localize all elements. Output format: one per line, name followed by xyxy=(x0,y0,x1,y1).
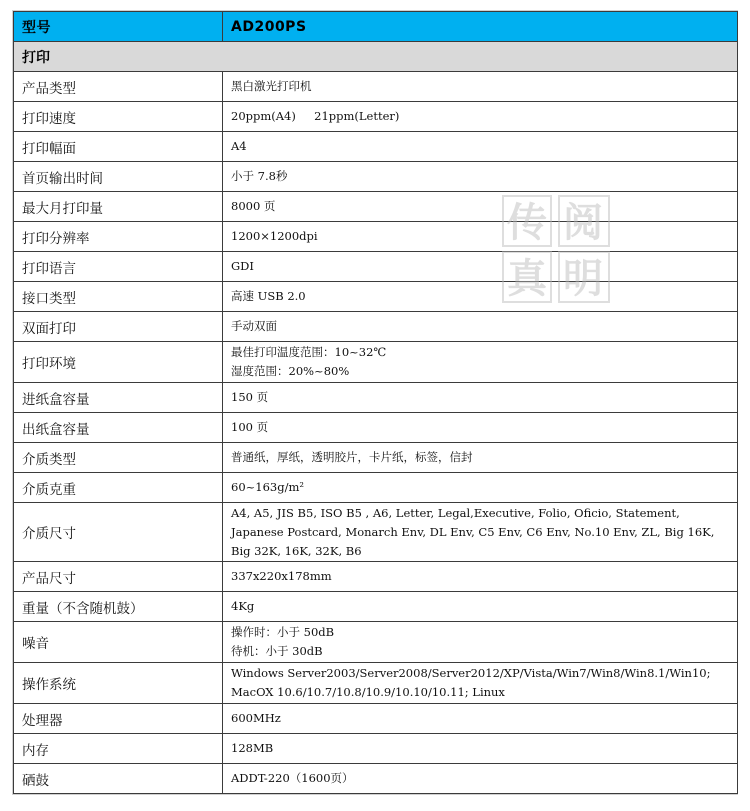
spec-value xyxy=(223,72,738,102)
spec-value xyxy=(223,312,738,342)
spec-value-line: Windows Server2003/Server2008/Server2012/XP/Vista/Win7/Win8/Win8.1/Win10; xyxy=(231,666,711,680)
spec-label: 介质克重 xyxy=(14,473,223,503)
spec-label: 双面打印 xyxy=(14,312,223,342)
section-print-row xyxy=(14,42,738,72)
spec-value xyxy=(223,592,738,622)
spec-value-line: 最佳打印温度范围：10~32℃ xyxy=(231,345,387,359)
spec-label: 打印幅面 xyxy=(14,132,223,162)
spec-value-line: GDI xyxy=(231,259,254,273)
spec-label: 最大月打印量 xyxy=(14,192,223,222)
spec-value xyxy=(223,663,738,704)
spec-sheet xyxy=(12,10,738,795)
spec-value xyxy=(223,764,738,794)
spec-value xyxy=(223,342,738,383)
spec-value-line: 337x220x178mm xyxy=(231,569,332,583)
spec-value-line: 600MHz xyxy=(231,711,281,725)
model-label: 型号 xyxy=(14,12,223,42)
spec-row xyxy=(14,734,738,764)
spec-label: 打印速度 xyxy=(14,102,223,132)
watermark-char: 阅 xyxy=(563,199,603,246)
spec-value-line: 20ppm(A4) 21ppm(Letter) xyxy=(231,109,400,123)
spec-row xyxy=(14,592,738,622)
spec-label: 处理器 xyxy=(14,704,223,734)
spec-row xyxy=(14,162,738,192)
spec-value-line: 4Kg xyxy=(231,599,255,613)
spec-value xyxy=(223,413,738,443)
spec-label: 进纸盒容量 xyxy=(14,383,223,413)
spec-row xyxy=(14,663,738,704)
spec-label: 产品类型 xyxy=(14,72,223,102)
spec-value-line: 手动双面 xyxy=(231,319,277,333)
spec-label: 打印分辨率 xyxy=(14,222,223,252)
model-value: AD200PS xyxy=(223,12,738,42)
spec-value-line: 150 页 xyxy=(231,390,269,404)
spec-value-line: 操作时：小于 50dB xyxy=(231,625,335,639)
spec-label: 介质尺寸 xyxy=(14,503,223,562)
spec-value xyxy=(223,704,738,734)
section-print-title: 打印 xyxy=(14,42,738,72)
spec-value-line: A4, A5, JIS B5, ISO B5 , A6, Letter, Legal,Executive, Folio, Oficio, Statement, xyxy=(231,505,680,520)
spec-value-line: 高速 USB 2.0 xyxy=(231,289,306,303)
spec-value xyxy=(223,252,738,282)
spec-value-line: MacOX 10.6/10.7/10.8/10.9/10.10/10.11; Linux xyxy=(231,685,505,699)
spec-row xyxy=(14,252,738,282)
spec-value-line: 湿度范围：20%~80% xyxy=(231,364,350,378)
spec-value xyxy=(223,622,738,663)
spec-value xyxy=(223,383,738,413)
spec-row xyxy=(14,473,738,503)
spec-label: 介质类型 xyxy=(14,443,223,473)
spec-value xyxy=(223,734,738,764)
spec-value xyxy=(223,443,738,473)
spec-row xyxy=(14,413,738,443)
spec-value-line: 100 页 xyxy=(231,420,269,434)
spec-value-line: 60~163g/m² xyxy=(231,480,304,494)
spec-value-line: Big 32K, 16K, 32K, B6 xyxy=(231,543,362,558)
spec-label: 出纸盒容量 xyxy=(14,413,223,443)
spec-value xyxy=(223,473,738,503)
spec-value-line: 普通纸，厚纸，透明胶片，卡片纸，标签，信封 xyxy=(231,450,473,464)
spec-value xyxy=(223,222,738,252)
spec-value xyxy=(223,132,738,162)
spec-value xyxy=(223,102,738,132)
spec-value xyxy=(223,503,738,562)
spec-value xyxy=(223,192,738,222)
spec-row xyxy=(14,622,738,663)
spec-value-line: ADDT-220（1600页） xyxy=(231,771,354,785)
spec-row xyxy=(14,132,738,162)
spec-value-line: 小于 7.8秒 xyxy=(231,169,288,183)
spec-value-line: 黑白激光打印机 xyxy=(231,79,312,93)
spec-value-line: 128MB xyxy=(231,741,274,755)
spec-value-line: 8000 页 xyxy=(231,199,276,213)
spec-label: 产品尺寸 xyxy=(14,562,223,592)
spec-row xyxy=(14,503,738,562)
spec-row xyxy=(14,282,738,312)
spec-row xyxy=(14,192,738,222)
spec-row xyxy=(14,102,738,132)
watermark-char: 明 xyxy=(563,255,603,302)
spec-row xyxy=(14,72,738,102)
spec-row xyxy=(14,704,738,734)
spec-label: 打印语言 xyxy=(14,252,223,282)
spec-value-line: 待机：小于 30dB xyxy=(231,644,323,658)
spec-label: 操作系统 xyxy=(14,663,223,704)
spec-value xyxy=(223,162,738,192)
spec-value-line: A4 xyxy=(231,139,247,153)
spec-value-line: Japanese Postcard, Monarch Env, DL Env, C5 Env, C6 Env, No.10 Env, ZL, Big 16K, xyxy=(231,524,715,539)
spec-label: 打印环境 xyxy=(14,342,223,383)
spec-label: 硒鼓 xyxy=(14,764,223,794)
spec-label: 重量（不含随机鼓） xyxy=(14,592,223,622)
spec-label: 接口类型 xyxy=(14,282,223,312)
spec-label: 内存 xyxy=(14,734,223,764)
spec-value xyxy=(223,562,738,592)
spec-row xyxy=(14,764,738,794)
spec-table xyxy=(13,11,738,794)
spec-value xyxy=(223,282,738,312)
model-header-row xyxy=(14,12,738,42)
spec-label: 首页输出时间 xyxy=(14,162,223,192)
spec-value-line: 1200×1200dpi xyxy=(231,229,318,243)
spec-label: 噪音 xyxy=(14,622,223,663)
spec-row xyxy=(14,222,738,252)
spec-row xyxy=(14,443,738,473)
spec-row xyxy=(14,562,738,592)
spec-row xyxy=(14,342,738,383)
spec-row xyxy=(14,312,738,342)
spec-row xyxy=(14,383,738,413)
watermark-char: 真 xyxy=(507,255,547,302)
watermark-char: 传 xyxy=(507,199,547,246)
